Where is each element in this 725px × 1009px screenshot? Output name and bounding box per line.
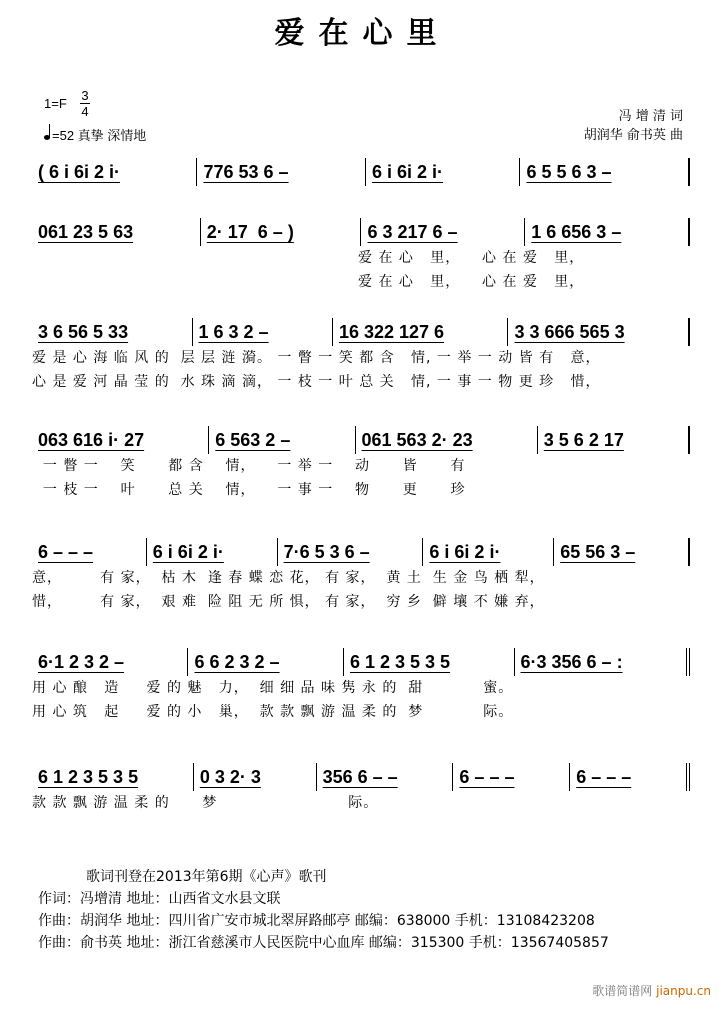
credits xyxy=(584,107,683,145)
score-system xyxy=(32,158,690,186)
measure: 6·1 2 3 2 – xyxy=(32,648,188,676)
composer-address-2: 作曲：俞书英 地址：浙江省慈溪市人民医院中心血库 邮编：315300 手机：13567405857 xyxy=(38,935,609,951)
lyric-line: 用 心 酿 造 爱 的 魅 力， 细 细 品 味 隽 永 的 甜 蜜。 xyxy=(32,680,514,696)
measure: 3 6 56 5 33 xyxy=(32,318,193,346)
quarter-note-icon xyxy=(44,135,50,140)
measure: 6 i 6i 2 i· xyxy=(366,158,520,186)
lyric-line: 爱 是 心 海 临 风 的 层 层 涟 漪。 一 瞥 一 笑 都 含 情, 一 举 一 动 皆 有 意， xyxy=(32,350,601,366)
measure: 061 563 2· 23 xyxy=(356,426,538,454)
watermark-cn: 歌谱简谱网 xyxy=(592,984,653,998)
lyric-line: 款 款 飘 游 温 柔 的 梦 际。 xyxy=(32,795,379,811)
score-system xyxy=(32,426,690,502)
measure: 1 6 3 2 – xyxy=(193,318,333,346)
tempo-text: =52 真挚 深情地 xyxy=(52,128,147,143)
score-system xyxy=(32,218,690,294)
footer-info xyxy=(38,866,609,954)
measure: 6 i 6i 2 i· xyxy=(423,538,554,566)
lyric-line: 爱 在 心 里， 心 在 爱 里， xyxy=(358,274,585,290)
composer-credit: 胡润华 俞书英 曲 xyxy=(583,128,683,143)
measure: 063 616 i· 27 xyxy=(32,426,209,454)
measure: 6 – – – xyxy=(453,763,570,791)
composer-address-1: 作曲：胡润华 地址：四川省广安市城北翠屏路邮亭 邮编：638000 手机：13108423208 xyxy=(38,913,595,929)
measure: 776 53 6 – xyxy=(197,158,366,186)
lyric-line: 爱 在 心 里， 心 在 爱 里， xyxy=(358,250,585,266)
watermark xyxy=(592,982,711,999)
measure: 6 – – – xyxy=(570,763,690,791)
measure: 356 6 – – xyxy=(317,763,454,791)
notes-row xyxy=(32,218,690,246)
score-system xyxy=(32,318,690,394)
tempo-marking xyxy=(44,125,146,144)
publication-note: 歌词刊登在2013年第6期《心声》歌刊 xyxy=(86,869,327,885)
measure: 6 1 2 3 5 3 5 xyxy=(32,763,194,791)
measure: 2· 17 6 – ) xyxy=(201,218,362,246)
measure: 6 563 2 – xyxy=(209,426,355,454)
notes-row xyxy=(32,648,690,676)
notes-row xyxy=(32,318,690,346)
measure: 6 i 6i 2 i· xyxy=(147,538,278,566)
meter-bottom: 4 xyxy=(81,104,89,119)
score-system xyxy=(32,538,690,614)
watermark-en: jianpu.cn xyxy=(656,984,711,998)
measure: 7·6 5 3 6 – xyxy=(278,538,424,566)
measure: 3 3 666 565 3 xyxy=(508,318,690,346)
measure: 1 6 656 3 – xyxy=(525,218,690,246)
time-signature xyxy=(80,88,90,119)
measure: ( 6 i 6i 2 i· xyxy=(32,158,197,186)
measure: 6 6 2 3 2 – xyxy=(188,648,344,676)
lyric-line: 心 是 爱 河 晶 莹 的 水 珠 滴 滴， 一 枝 一 叶 总 关 情, 一 事 一 物 更 珍 惜， xyxy=(32,374,601,390)
notes-row xyxy=(32,426,690,454)
measure: 6 3 217 6 – xyxy=(361,218,525,246)
measure: 6·3 356 6 – : xyxy=(515,648,691,676)
lyric-line: 意， 有 家， 枯 木 逢 春 蝶 恋 花， 有 家， 黄 土 生 金 鸟 栖 犁， xyxy=(32,570,545,586)
score-system xyxy=(32,763,690,815)
lyric-line: 一 瞥 一 笑 都 含 情， 一 举 一 动 皆 有 xyxy=(32,458,466,474)
lyric-line: 一 枝 一 叶 总 关 情， 一 事 一 物 更 珍 xyxy=(32,482,466,498)
measure: 6 – – – xyxy=(32,538,147,566)
measure: 6 1 2 3 5 3 5 xyxy=(344,648,515,676)
lyric-line: 惜， 有 家， 艰 难 险 阻 无 所 惧， 有 家， 穷 乡 僻 壤 不 嫌 弃， xyxy=(32,594,545,610)
score-system xyxy=(32,648,690,724)
song-title: 爱在心里 xyxy=(274,16,451,51)
key-signature: 1=F xyxy=(44,96,67,111)
measure: 6 5 5 6 3 – xyxy=(520,158,690,186)
lyricist-address: 作词：冯增清 地址：山西省文水县文联 xyxy=(38,891,281,907)
measure: 65 56 3 – xyxy=(554,538,690,566)
measure: 061 23 5 63 xyxy=(32,218,201,246)
measure: 0 3 2· 3 xyxy=(194,763,317,791)
notes-row xyxy=(32,763,690,791)
meter-top: 3 xyxy=(81,88,89,103)
lyricist-credit: 冯 增 清 词 xyxy=(618,109,683,124)
measure: 16 322 127 6 xyxy=(333,318,509,346)
notes-row xyxy=(32,538,690,566)
notes-row xyxy=(32,158,690,186)
measure: 3 5 6 2 17 xyxy=(538,426,690,454)
lyric-line: 用 心 筑 起 爱 的 小 巢， 款 款 飘 游 温 柔 的 梦 际。 xyxy=(32,704,514,720)
